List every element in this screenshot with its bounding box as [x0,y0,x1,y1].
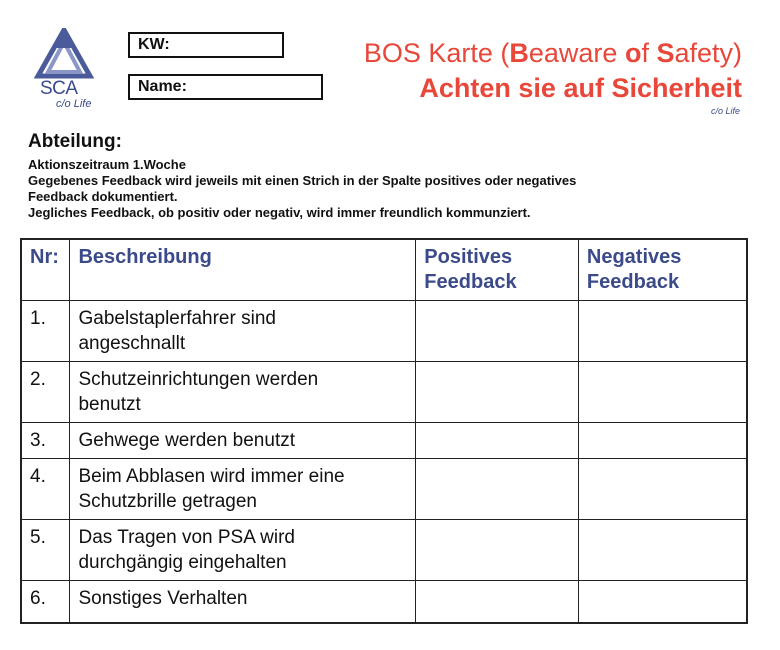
small-brand-text: c/o Life [710,106,740,116]
negative-feedback-cell[interactable] [578,423,747,459]
row-number: 1. [21,301,70,362]
table-row [21,520,747,581]
row-number: 5. [21,520,70,581]
table-header-row [21,239,747,301]
positive-feedback-cell[interactable] [416,423,579,459]
negative-feedback-cell[interactable] [578,301,747,362]
sca-triangle-logo-icon [34,28,94,80]
card-subtitle: Achten sie auf Sicherheit [419,73,742,103]
instruction-line: Aktionszeitraum 1.Woche [28,157,186,172]
row-description: Schutzeinrichtungen werden benutzt [70,362,416,423]
instruction-line: Jegliches Feedback, ob positiv oder negativ, wird immer freundlich kommunziert. [28,205,531,220]
table-row [21,301,747,362]
table-row [21,362,747,423]
negative-feedback-cell[interactable] [578,520,747,581]
negative-feedback-cell[interactable] [578,581,747,623]
logo-tagline: c/o Life [56,98,92,110]
logo-brand-text: SCA [40,78,78,99]
positive-feedback-cell[interactable] [416,301,579,362]
department-label: Abteilung: [28,131,122,152]
positive-feedback-cell[interactable] [416,520,579,581]
row-description: Sonstiges Verhalten [70,581,416,623]
instruction-line: Feedback dokumentiert. [28,189,178,204]
negative-feedback-cell[interactable] [578,362,747,423]
instructions [28,157,728,221]
header-nr: Nr: [21,239,70,301]
name-field[interactable] [128,74,323,100]
header-positive-feedback: Positives Feedback [416,239,579,301]
row-description: Gabelstaplerfahrer sind angeschnallt [70,301,416,362]
header-negative-feedback: Negatives Feedback [578,239,747,301]
kw-label: KW: [138,36,170,53]
table-row [21,459,747,520]
row-number: 6. [21,581,70,623]
row-number: 3. [21,423,70,459]
feedback-table [20,238,748,624]
kw-field[interactable] [128,32,284,58]
negative-feedback-cell[interactable] [578,459,747,520]
instruction-line: Gegebenes Feedback wird jeweils mit einen Strich in der Spalte positives oder negatives [28,173,577,188]
sca-logo [28,28,108,116]
row-description: Gehwege werden benutzt [70,423,416,459]
row-number: 2. [21,362,70,423]
table-row [21,423,747,459]
table-row [21,581,747,623]
card-title: BOS Karte (Beaware of Safety) [363,38,742,68]
name-label: Name: [138,78,187,95]
row-number: 4. [21,459,70,520]
header-description: Beschreibung [70,239,416,301]
positive-feedback-cell[interactable] [416,362,579,423]
positive-feedback-cell[interactable] [416,459,579,520]
row-description: Beim Abblasen wird immer eine Schutzbrille getragen [70,459,416,520]
row-description: Das Tragen von PSA wird durchgängig eingehalten [70,520,416,581]
positive-feedback-cell[interactable] [416,581,579,623]
